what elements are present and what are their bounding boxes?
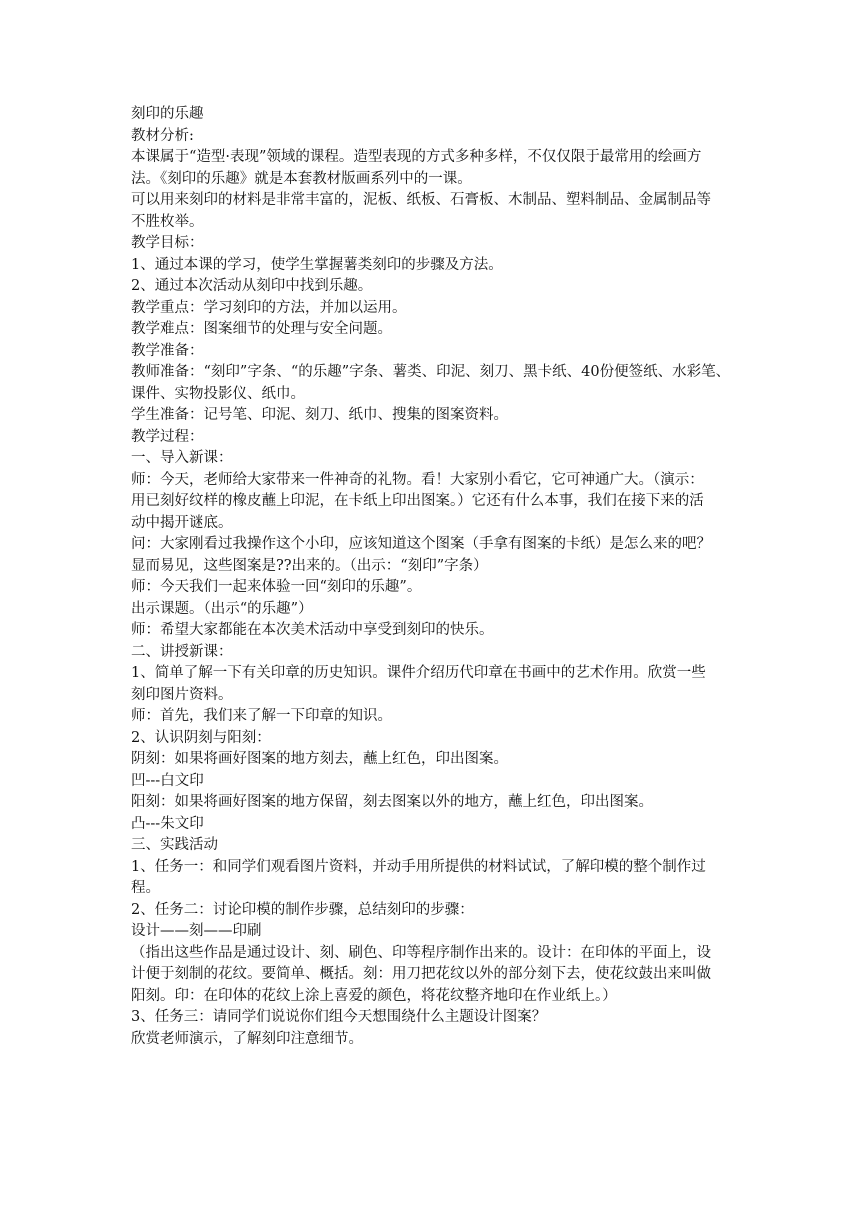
document-line: 凹---白文印 xyxy=(131,772,204,789)
document-line: 1、简单了解一下有关印章的历史知识。课件介绍历代印章在书画中的艺术作用。欣赏一些 xyxy=(131,665,706,681)
document-line: 教学目标： xyxy=(131,235,204,251)
document-line: 2、通过本次活动从刻印中找到乐趣。 xyxy=(131,278,373,294)
document-line: 教师准备：“刻印”字条、“的乐趣”字条、薯类、印泥、刻刀、黑卡纸、40份便签纸、水彩笔、 xyxy=(131,364,731,380)
document-line: 问：大家刚看过我操作这个小印，应该知道这个图案（手拿有图案的卡纸）是怎么来的吧？ xyxy=(131,536,711,552)
document-line: 三、实践活动 xyxy=(131,837,218,853)
document-line: 一、导入新课： xyxy=(131,450,233,466)
document-line: 教学重点：学习刻印的方法，并加以运用。 xyxy=(131,299,407,316)
document-line: 阴刻：如果将画好图案的地方刻去，蘸上红色，印出图案。 xyxy=(131,751,508,767)
document-body xyxy=(131,104,741,1050)
document-line: 法。《刻印的乐趣》就是本套教材版画系列中的一课。 xyxy=(131,170,472,187)
document-line: 计便于刻制的花纹。要简单、概括。刻：用刀把花纹以外的部分刻下去，使花纹鼓出来叫做 xyxy=(131,966,711,982)
document-line: （指出这些作品是通过设计、刻、刷色、印等程序制作出来的。设计：在印体的平面上，设 xyxy=(131,944,711,961)
document-line: 教学准备： xyxy=(131,342,204,359)
document-line: 阳刻：如果将画好图案的地方保留，刻去图案以外的地方，蘸上红色，印出图案。 xyxy=(131,794,653,810)
document-line: 程。 xyxy=(131,880,160,896)
document-line: 刻印图片资料。 xyxy=(131,686,233,703)
document-line: 师：今天我们一起来体验一回“刻印的乐趣”。 xyxy=(131,579,422,595)
document-line: 师：首先，我们来了解一下印章的知识。 xyxy=(131,708,392,724)
document-line: 用已刻好纹样的橡皮蘸上印泥，在卡纸上印出图案。）它还有什么本事，我们在接下来的活 xyxy=(131,493,704,509)
document-line: 3、任务三：请同学们说说你们组今天想围绕什么主题设计图案？ xyxy=(131,1009,547,1025)
document-line: 不胜枚举。 xyxy=(131,213,204,230)
document-title: 刻印的乐趣 xyxy=(131,106,204,122)
document-line: 教学难点：图案细节的处理与安全问题。 xyxy=(131,321,392,337)
document-line: 2、认识阴刻与阳刻： xyxy=(131,729,271,746)
document-line: 本课属于“造型·表现”领域的课程。造型表现的方式多种多样，不仅仅限于最常用的绘画方 xyxy=(131,149,702,165)
document-line: 阳刻。印：在印体的花纹上涂上喜爱的颜色，将花纹整齐地印在作业纸上。） xyxy=(131,987,617,1004)
document-line: 2、任务二：讨论印模的制作步骤，总结刻印的步骤： xyxy=(131,901,474,918)
document-line: 动中揭开谜底。 xyxy=(131,514,233,531)
document-line: 设计——刻——印刷 xyxy=(131,923,262,939)
document-line: 课件、实物投影仪、纸巾。 xyxy=(131,385,305,402)
document-line: 凸---朱文印 xyxy=(131,815,204,832)
document-line: 显而易见，这些图案是??出来的。（出示：“刻印”字条） xyxy=(131,557,488,574)
document-line: 1、任务一：和同学们观看图片资料，并动手用所提供的材料试试，了解印模的整个制作过 xyxy=(131,858,706,875)
document-line: 师：今天，老师给大家带来一件神奇的礼物。看！大家别小看它，它可神通广大。（演示： xyxy=(131,471,704,488)
document-line: 师：希望大家都能在本次美术活动中享受到刻印的快乐。 xyxy=(131,622,494,638)
document-line: 可以用来刻印的材料是非常丰富的，泥板、纸板、石膏板、木制品、塑料制品、金属制品等 xyxy=(131,192,711,208)
document-line: 1、通过本课的学习，使学生掌握薯类刻印的步骤及方法。 xyxy=(131,256,503,273)
document-line: 欣赏老师演示，了解刻印注意细节。 xyxy=(131,1030,363,1047)
document-line: 教材分析: xyxy=(131,127,194,144)
document-line: 学生准备：记号笔、印泥、刻刀、纸巾、搜集的图案资料。 xyxy=(131,407,508,423)
document-line: 出示课题。（出示“的乐趣”） xyxy=(131,600,313,617)
document-line: 二、讲授新课： xyxy=(131,643,233,660)
document-line: 教学过程： xyxy=(131,428,204,445)
